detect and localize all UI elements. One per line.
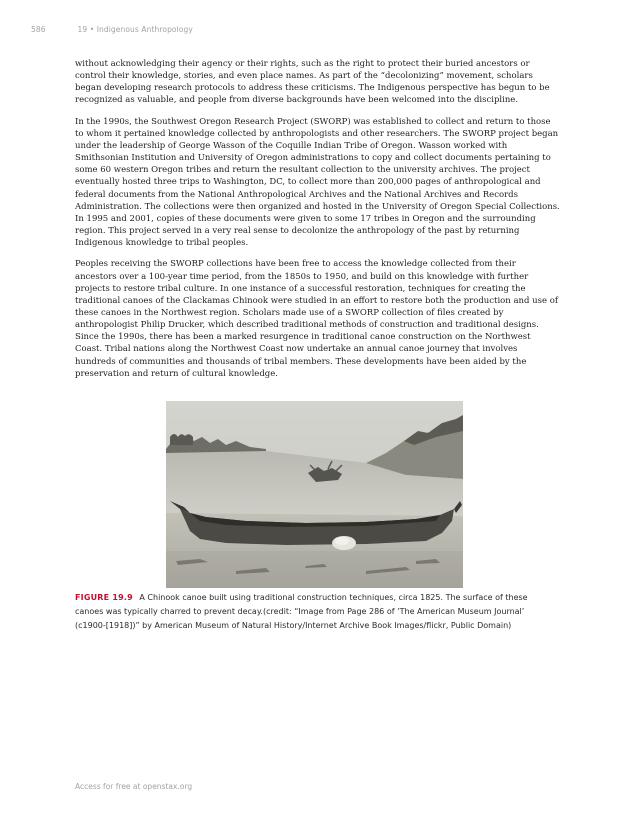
page-number: 586 xyxy=(31,25,46,34)
chapter-title: 19 • Indigenous Anthropology xyxy=(77,25,193,34)
canoe-photo xyxy=(166,401,463,588)
paragraph: Peoples receiving the SWORP collections have been free to access the knowledge collected from their ancestors over a 100-year time period, from the 1850s to 1950, and build on this knowledge with further projects to restore tribal culture. In one instance of a successful restoration, techniques for creating the traditional canoes of the Clackamas Chinook were studied in an effort to restore both the production and use of these canoes in the Northwest region. Scholars made use of a SWORP collection of files created by anthropologist Philip Drucker, which described traditional methods of construction and traditional designs. Since the 1990s, there has been a marked resurgence in traditional canoe construction on the Northwest Coast. Tribal nations along the Northwest Coast now undertake an annual canoe journey that involves hundreds of communities and thousands of tribal members. These developments have been aided by the preservation and return of cultural knowledge. xyxy=(75,259,558,379)
paragraph: without acknowledging their agency or their rights, such as the right to protect their buried ancestors or control their knowledge, stories, and even place names. As part of the “decolonizing” movement, scholars began developing research protocols to address these criticisms. The Indigenous perspective has begun to be recognized as valuable, and people from diverse backgrounds have been welcomed into the discipline. xyxy=(75,59,550,106)
paragraph: In the 1990s, the Southwest Oregon Research Project (SWORP) was established to collect and return to those to whom it pertained knowledge collected by anthropologists and other researchers. The SWORP project began under the leadership of George Wasson of the Coquille Indian Tribe of Oregon. Wasson worked with Smithsonian Institution and University of Oregon administrations to copy and collect documents pertaining to some 60 western Oregon tribes and return the resultant collection to the university archives. The project eventually hosted three trips to Washington, DC, to collect more than 200,000 pages of anthropological and federal documents from the National Anthropological Archives and the National Archives and Records Administration. The collections were then organized and hosted in the University of Oregon Special Collections. In 1995 and 2001, copies of these documents were given to some 17 tribes in Oregon and the surrounding region. This project served in a very real sense to decolonize the anthropology of the past by returning Indigenous knowledge to tribal peoples. xyxy=(75,116,560,249)
page-footer: Access for free at openstax.org xyxy=(75,782,193,791)
body-text xyxy=(75,58,560,389)
figure-caption-text: A Chinook canoe built using traditional construction techniques, circa 1825. The surface of these canoes was typically charred to prevent decay.(credit: “Image from Page 286 of ‘The American Museum Journal’ (c1900-[1918])” by American Museum of Natural History/Internet Archive Book Images/flickr, Public Domain) xyxy=(75,593,528,630)
figure-label: FIGURE 19.9 xyxy=(75,593,133,602)
figure-caption xyxy=(75,591,555,633)
running-header xyxy=(31,25,193,34)
